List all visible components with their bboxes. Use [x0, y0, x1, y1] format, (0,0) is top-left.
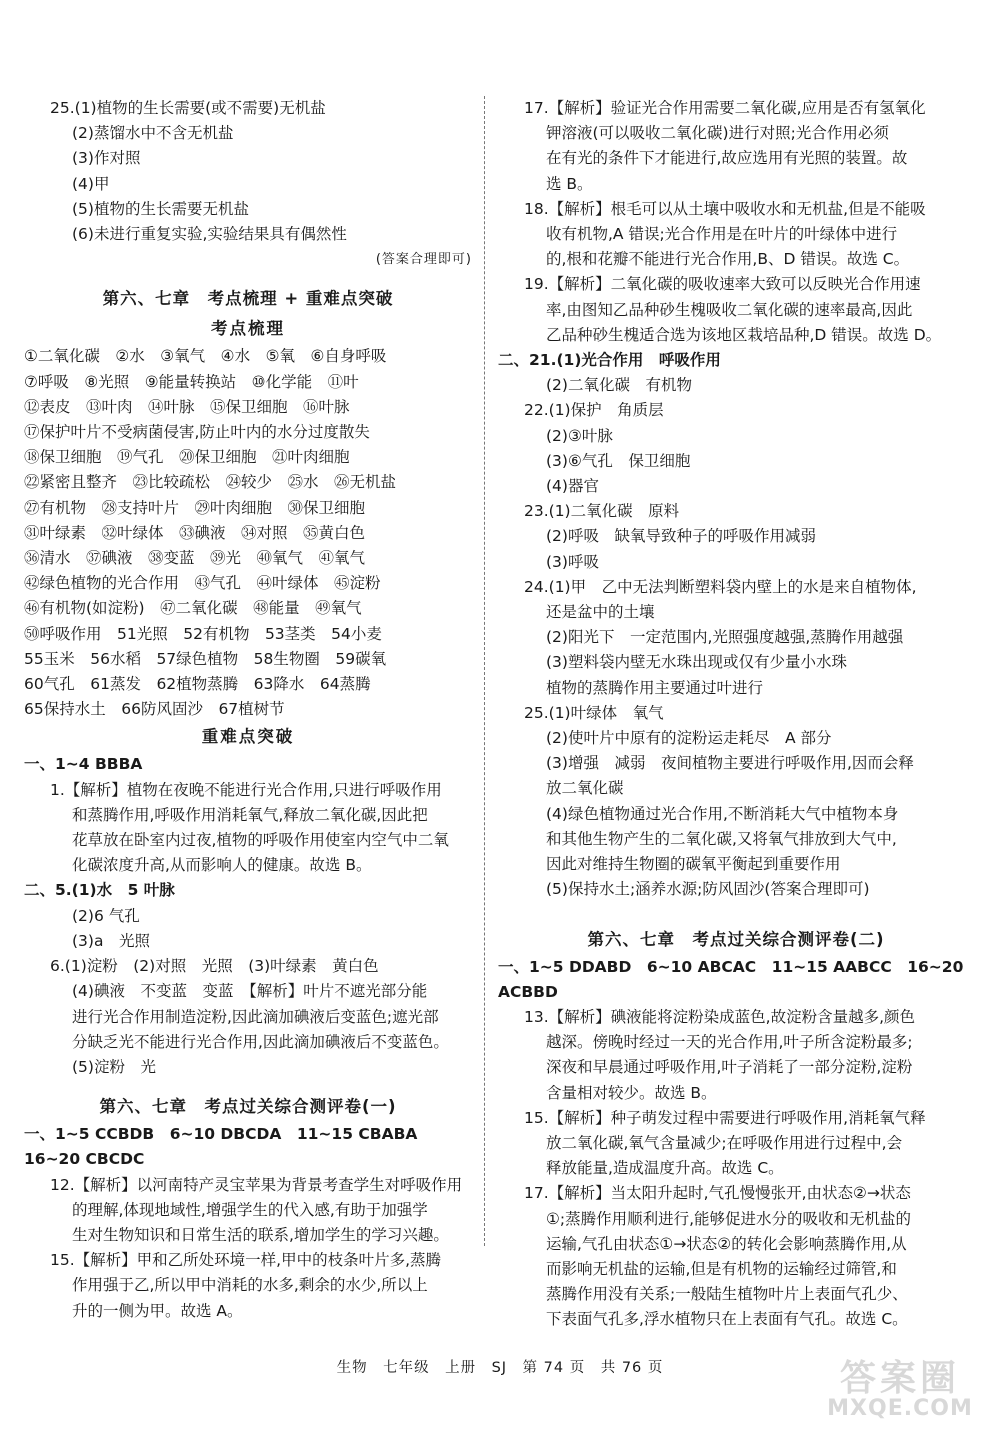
answer-line: 下表面气孔多,浮水植物只在上表面有气孔。故选 C。: [546, 1310, 908, 1329]
key-point-row: ㉒紧密且整齐 ㉓比较疏松 ㉔较少 ㉕水 ㉖无机盐: [24, 473, 397, 492]
right-column: [498, 96, 974, 1333]
key-point-row: 55玉米 56水稻 57绿色植物 58生物圈 59碳氧: [24, 649, 387, 668]
answer-line: 因此对维持生物圈的碳氧平衡起到重要作用: [546, 855, 841, 874]
answer-line: (5)保持水土;涵养水源;防风固沙(答案合理即可): [546, 880, 870, 899]
answer-line: (3)⑥气孔 保卫细胞: [546, 451, 691, 470]
key-point-row: ㉗有机物 ㉘支持叶片 ㉙叶肉细胞 ㉚保卫细胞: [24, 498, 366, 517]
answer-line: 一、1~5 DDABD 6~10 ABCAC 11~15 AABCC 16~20 ACBBD: [498, 957, 969, 1001]
key-point-row: 60气孔 61蒸发 62植物蒸腾 63降水 64蒸腾: [24, 675, 371, 694]
answer-line: 6.(1)淀粉 (2)对照 光照 (3)叶绿素 黄白色: [50, 957, 379, 976]
answer-line: 19.【解析】二氧化碳的吸收速率大致可以反映光合作用速: [524, 275, 921, 294]
answer-line: 进行光合作用制造淀粉,因此滴加碘液后变蓝色;遮光部: [72, 1007, 439, 1026]
answer-line: 25.(1)叶绿体 氧气: [524, 703, 664, 722]
key-point-row: ㊱清水 ㊲碘液 ㊳变蓝 ㊴光 ㊵氧气 ㊶氧气: [24, 549, 366, 568]
answer-line: 一、1~4 BBBA: [24, 755, 143, 774]
key-point-row: ㊷绿色植物的光合作用 ㊸气孔 ㊹叶绿体 ㊺淀粉: [24, 574, 381, 593]
answer-line: (4)器官: [546, 477, 599, 496]
answer-line: 含量相对较少。故选 B。: [546, 1083, 717, 1102]
watermark-text-en: MXQE.COM: [827, 1396, 973, 1421]
answer-line: (3)作对照: [72, 149, 141, 168]
answer-line: ①;蒸腾作用顺利进行,能够促进水分的吸收和无机盐的: [546, 1209, 912, 1228]
answer-line: 还是盆中的土壤: [546, 603, 655, 622]
answer-line: 分缺乏光不能进行光合作用,因此滴加碘液后不变蓝色。: [72, 1032, 449, 1051]
subtitle-difficult-points: 重难点突破: [201, 727, 295, 747]
answer-line: (2)6 气孔: [72, 906, 140, 925]
answer-line: 15.【解析】种子萌发过程中需要进行呼吸作用,消耗氧气释: [524, 1108, 926, 1127]
answer-line: (5)淀粉 光: [72, 1057, 156, 1076]
answer-line: 和其他生物产生的二氧化碳,又将氧气排放到大气中,: [546, 829, 897, 848]
section-title-test-1: 第六、七章 考点过关综合测评卷(一): [99, 1097, 397, 1117]
answer-line: 选 B。: [546, 174, 593, 193]
answer-line: 的,根和花瓣不能进行光合作用,B、D 错误。故选 C。: [546, 250, 910, 269]
answer-line: (6)未进行重复实验,实验结果具有偶然性: [72, 225, 347, 244]
answer-line: 植物的蒸腾作用主要通过叶进行: [546, 678, 764, 697]
answer-line: 24.(1)甲 乙中无法判断塑料袋内壁上的水是来自植物体,: [524, 577, 917, 596]
answer-line: (2)蒸馏水中不含无机盐: [72, 124, 234, 143]
answer-line: (2)阳光下 一定范围内,光照强度越强,蒸腾作用越强: [546, 628, 904, 647]
answer-line: (3)增强 减弱 夜间植物主要进行呼吸作用,因而会释: [546, 754, 914, 773]
key-point-row: 65保持水土 66防风固沙 67植树节: [24, 700, 285, 719]
answer-line: 的理解,体现地域性,增强学生的代入感,有助于加强学: [72, 1200, 428, 1219]
answer-line: 运输,气孔由状态①→状态②的转化会影响蒸腾作用,从: [546, 1234, 907, 1253]
section-title-test-2: 第六、七章 考点过关综合测评卷(二): [587, 929, 885, 949]
answer-line: 收有机物,A 错误;光合作用是在叶片的叶绿体中进行: [546, 225, 898, 244]
answer-line: 23.(1)二氧化碳 原料: [524, 502, 680, 521]
answer-line: 乙品种砂生槐适合选为该地区栽培品种,D 错误。故选 D。: [546, 325, 942, 344]
difficult-points-answers: [24, 752, 472, 1080]
answer-line: 而影响无机盐的运输,但是有机物的运输经过筛管,和: [546, 1259, 897, 1278]
answer-line: 化碳浓度升高,从而影响人的健康。故选 B。: [72, 856, 372, 875]
left-column: [24, 96, 472, 1324]
question-25-answers: [24, 96, 472, 247]
key-point-row: ⑫表皮 ⑬叶肉 ⑭叶脉 ⑮保卫细胞 ⑯叶脉: [24, 397, 350, 416]
answer-line: 18.【解析】根毛可以从土壤中吸收水和无机盐,但是不能吸: [524, 199, 926, 218]
answer-line: (2)使叶片中原有的淀粉运走耗尽 A 部分: [546, 729, 832, 748]
answer-line: 蒸腾作用没有关系;一般陆生植物叶片上表面气孔少、: [546, 1285, 908, 1304]
answer-line: 在有光的条件下才能进行,故应选用有光照的装置。故: [546, 149, 908, 168]
key-point-row: ①二氧化碳 ②水 ③氧气 ④水 ⑤氧 ⑥自身呼吸: [24, 347, 387, 366]
answer-line: 1.【解析】植物在夜晚不能进行光合作用,只进行呼吸作用: [50, 780, 442, 799]
answer-line: 25.(1)植物的生长需要(或不需要)无机盐: [50, 99, 326, 117]
key-point-row: ㉛叶绿素 ㉜叶绿体 ㉝碘液 ㉞对照 ㉟黄白色: [24, 523, 366, 542]
answer-line: (2)③叶脉: [546, 426, 613, 445]
subtitle-key-points: 考点梳理: [211, 319, 285, 339]
answer-line: 放二氧化碳: [546, 779, 624, 798]
answer-line: (5)植物的生长需要无机盐: [72, 199, 249, 218]
answer-line: 生对生物知识和日常生活的联系,增加学生的学习兴趣。: [72, 1225, 449, 1244]
answer-line: (4)绿色植物通过光合作用,不断消耗大气中植物本身: [546, 804, 899, 823]
answer-line: 越深。傍晚时经过一天的光合作用,叶子所含淀粉最多;: [546, 1033, 913, 1052]
key-point-row: ⑰保护叶片不受病菌侵害,防止叶内的水分过度散失: [24, 423, 370, 442]
answer-line: (2)二氧化碳 有机物: [546, 376, 692, 395]
section-title-review: 第六、七章 考点梳理 + 重难点突破: [102, 289, 394, 309]
answer-line: (3)塑料袋内壁无水珠出现或仅有少量小水珠: [546, 653, 847, 672]
key-points-list: [24, 344, 472, 722]
key-point-row: ⑱保卫细胞 ⑲气孔 ⑳保卫细胞 ㉑叶肉细胞: [24, 448, 350, 467]
answer-line: 二、21.(1)光合作用 呼吸作用: [498, 351, 721, 370]
answer-line: 钾溶液(可以吸收二氧化碳)进行对照;光合作用必须: [546, 124, 889, 143]
key-point-row: ㊿呼吸作用 51光照 52有机物 53茎类 54小麦: [24, 624, 382, 643]
test-1-answers-continued: [498, 96, 974, 903]
test-1-answers: [24, 1122, 472, 1324]
answer-line: 15.【解析】甲和乙所处环境一样,甲中的枝条叶片多,蒸腾: [50, 1251, 442, 1270]
answer-note: (答案合理即可): [375, 252, 472, 268]
key-point-row: ⑦呼吸 ⑧光照 ⑨能量转换站 ⑩化学能 ⑪叶: [24, 372, 359, 391]
answer-line: 17.【解析】当太阳升起时,气孔慢慢张开,由状态②→状态: [524, 1184, 911, 1203]
answer-line: (2)呼吸 缺氧导致种子的呼吸作用减弱: [546, 527, 816, 546]
watermark-text-cn: 答案圈: [839, 1358, 960, 1399]
column-divider: [484, 96, 485, 1246]
answer-line: 17.【解析】验证光合作用需要二氧化碳,应用是否有氢氧化: [524, 99, 926, 117]
test-2-answers: [498, 955, 974, 1333]
page-footer: 生物 七年级 上册 SJ 第 74 页 共 76 页: [336, 1360, 664, 1376]
answer-line: (3)a 光照: [72, 931, 150, 950]
answer-line: 13.【解析】碘液能将淀粉染成蓝色,故淀粉含量越多,颜色: [524, 1007, 916, 1026]
answer-line: 二、5.(1)水 5 叶脉: [24, 881, 175, 900]
key-point-row: ㊻有机物(如淀粉) ㊼二氧化碳 ㊽能量 ㊾氧气: [24, 599, 362, 618]
answer-line: 率,由图知乙品种砂生槐吸收二氧化碳的速率最高,因此: [546, 300, 913, 319]
answer-line: 作用强于乙,所以甲中消耗的水多,剩余的水少,所以上: [72, 1276, 428, 1295]
answer-line: 12.【解析】以河南特产灵宝苹果为背景考查学生对呼吸作用: [50, 1175, 463, 1194]
answer-line: 和蒸腾作用,呼吸作用消耗氧气,释放二氧化碳,因此把: [72, 805, 428, 824]
answer-line: (3)呼吸: [546, 552, 599, 571]
answer-line: (4)甲: [72, 174, 110, 193]
answer-line: (4)碘液 不变蓝 变蓝 【解析】叶片不遮光部分能: [72, 982, 428, 1001]
answer-line: 22.(1)保护 角质层: [524, 401, 664, 420]
answer-line: 一、1~5 CCBDB 6~10 DBCDA 11~15 CBABA 16~20 CBCDC: [24, 1125, 433, 1169]
answer-line: 升的一侧为甲。故选 A。: [72, 1301, 243, 1320]
answer-line: 深夜和早晨通过呼吸作用,叶子消耗了一部分淀粉,淀粉: [546, 1058, 913, 1077]
answer-line: 放二氧化碳,氧气含量减少;在呼吸作用进行过程中,会: [546, 1133, 903, 1152]
watermark-logo: [820, 1350, 980, 1428]
answer-line: 花草放在卧室内过夜,植物的呼吸作用使室内空气中二氧: [72, 831, 449, 850]
answer-line: 释放能量,造成温度升高。故选 C。: [546, 1159, 784, 1178]
